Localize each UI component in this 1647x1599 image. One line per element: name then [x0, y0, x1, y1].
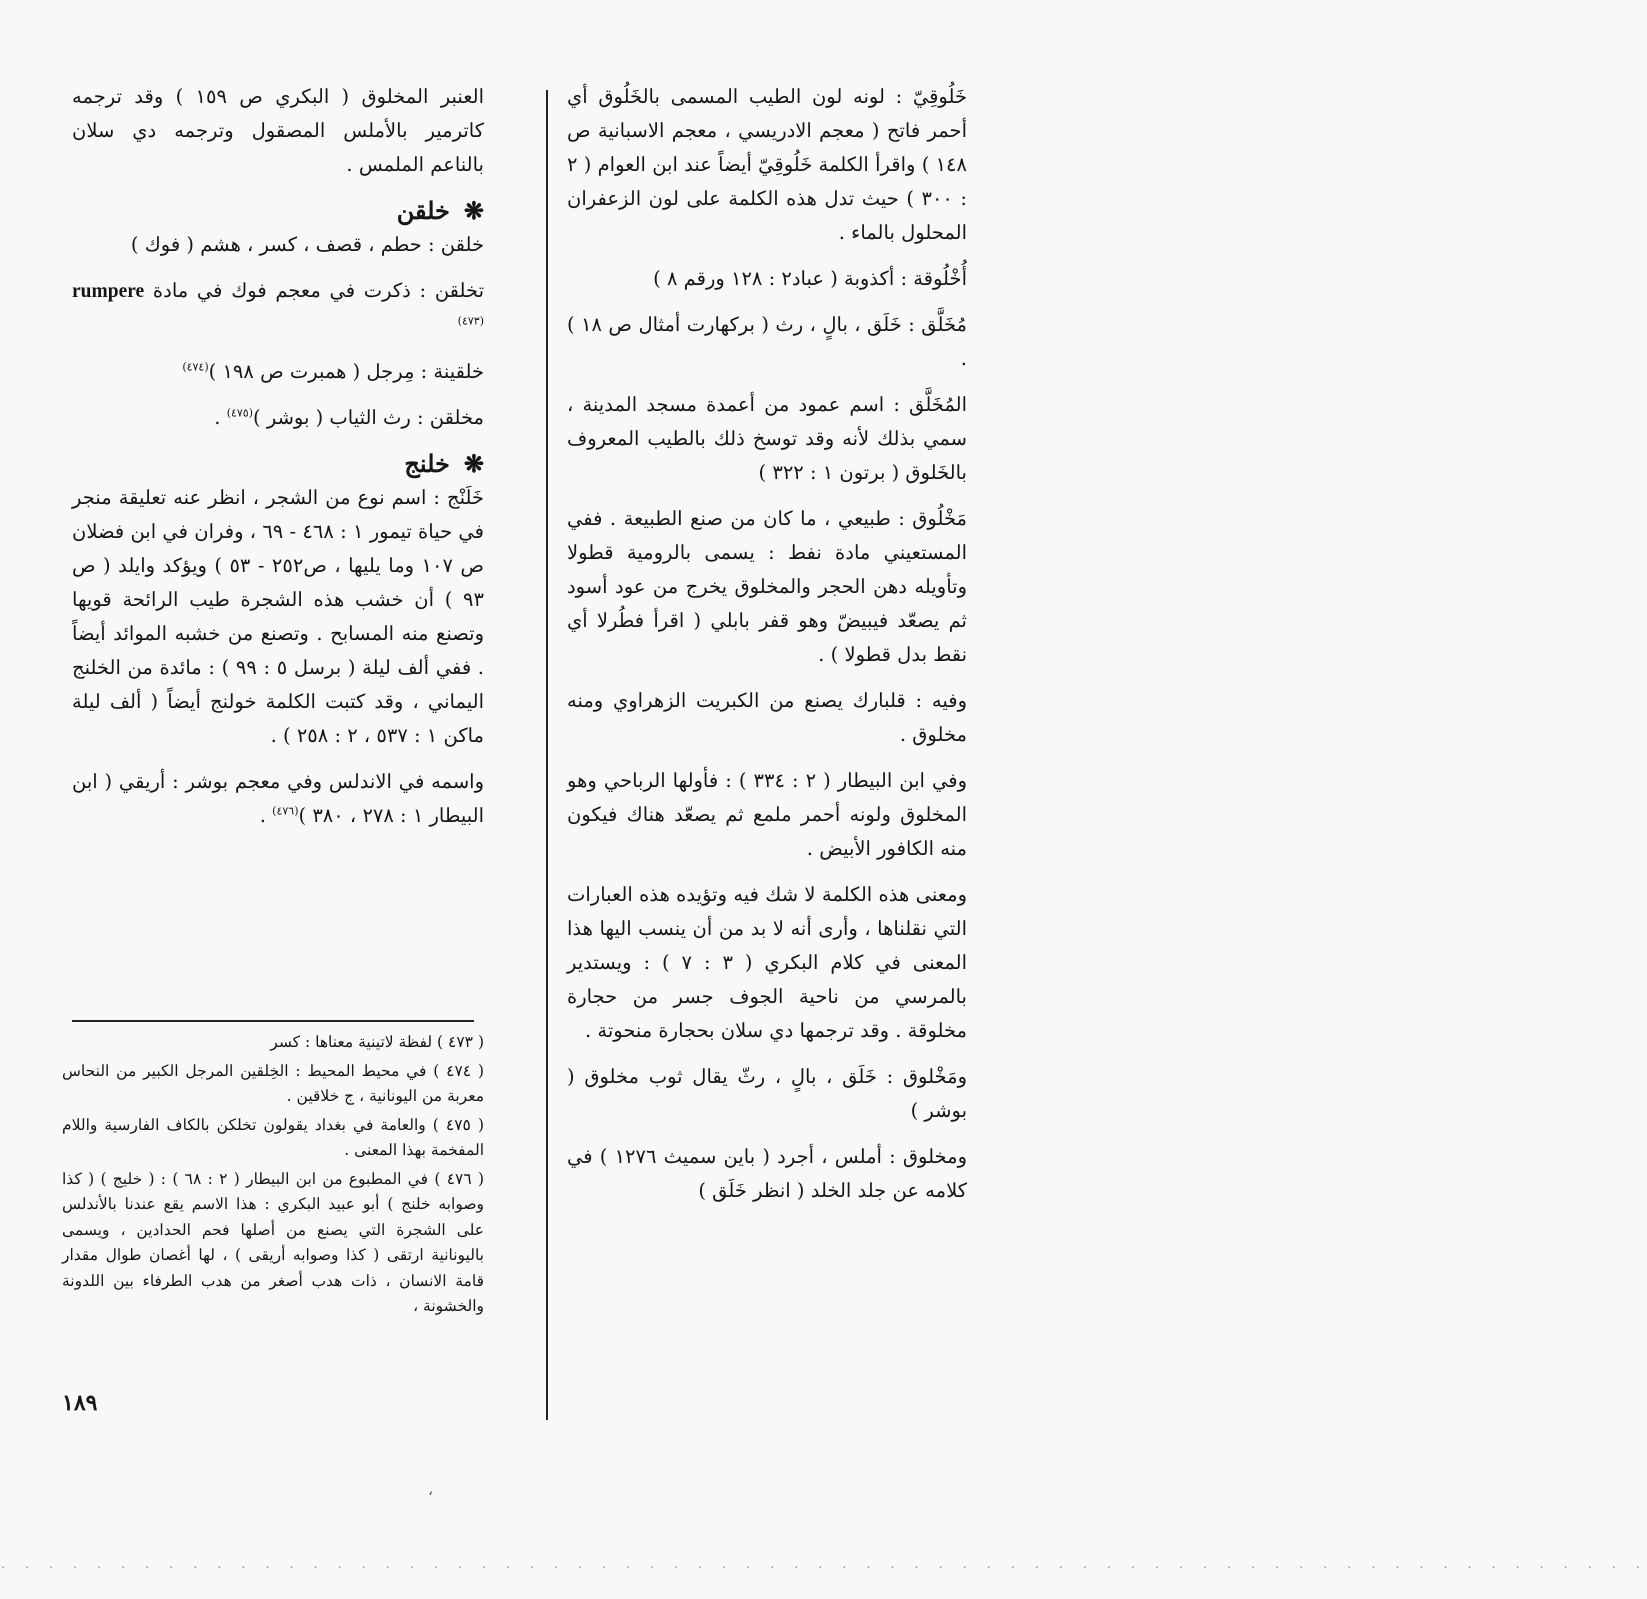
entry-makhluq-smooth: ومخلوق : أملس ، أجرد ( باين سميث ١٢٧٦ ) في كلامه عن جلد الخلد ( انظر خَلَق )	[567, 1145, 967, 1202]
footnote-474: ( ٤٧٤ ) في محيط المحيط : الخِلقين المرجل الكبير من النحاس معربة من اليونانية ، ج خلاقين .	[62, 1061, 485, 1105]
entry-khalanj: خَلَنْج : اسم نوع من الشجر ، انظر عنه تعليقة منجر في حياة تيمور ١ : ٤٦٨ - ٦٩ ، وفران في ابن فضلان ص ١٠٧ وما يليها ، ص٢٥٢ - ٥٣ ) ويؤكد وايلد ( ص ٩٣ ) أن خشب هذه الشجرة طيب الرائحة قويها وتصنع منه المسابح . وتصنع من خشبه الموائد أيضاً . ففي ألف ليلة ( برسل ٥ : ٩٩ ) : مائدة من الخلنج اليماني ، وقد كتبت الكلمة خولنج أيضاً ( ألف ليلة ماكن ١ : ٥٣٧ ، ٢ : ٢٥٨ ) .	[72, 486, 484, 747]
entry-makhluq-natural: مَخْلُوق : طبيعي ، ما كان من صنع الطبيعة . ففي المستعيني مادة نفط : يسمى بالرومية قطولا وتأويله دهن الحجر والمخلوق يخرج من عود أسود ثم يصعّد فيبيضّ وهو قفر بابلي ( اقرأ فطُرلا أي نقط بدل قطولا ) .	[567, 507, 967, 666]
entry-al-mukhallaq: المُخَلَّق : اسم عمود من أعمدة مسجد المدينة ، سمي بذلك لأنه وقد توسخ ذلك بالطيب المعروف بالخَلوق ( برتون ١ : ٣٢٢ )	[567, 393, 967, 484]
entry-mukhallaq: مُخَلَّق : خَلَق ، بالٍ ، رث ( بركهارت أمثال ص ١٨ ) .	[567, 313, 967, 370]
entry-mukhalqan	[72, 401, 484, 435]
headword-khalqan-text: خلقن	[396, 196, 450, 225]
column-divider	[546, 90, 548, 1420]
entry-khalqina	[72, 355, 484, 389]
headword-khalanj-text: خلنج	[404, 449, 450, 478]
entry-ambar-makhluq: العنبر المخلوق ( البكري ص ١٥٩ ) وقد ترجمه كاترمير بالأملس المصقول وترجمه دي سلان بالناعم الملمس .	[72, 85, 484, 176]
footnote-ref-474[interactable]: (٤٧٤)	[182, 360, 209, 374]
footnote-476: ( ٤٧٦ ) في المطبوع من ابن البيطار ( ٢ : ٦٨ ) : ( خليج ) ( كذا وصوابه خلنج ) أبو عبيد البكري : هذا الاسم يقع عندنا بالأندلس على الشجرة التي يصنع من أصلها فحم الحدادين ، ويسمى باليونانية ارتقى ( كذا وصوابه أريقى ) ، لها أغصان طوال مقدار قامة الانسان ، ذات هدب أصغر من هدب الطرفاء بين اللدونة والخشونة ،	[62, 1169, 485, 1315]
left-column	[72, 80, 484, 845]
entry-ariqi-end: .	[259, 804, 273, 827]
entry-khalqan: خلقن : حطم ، قصف ، كسر ، هشم ( فوك )	[130, 233, 484, 256]
entry-khalqina-text: خلقينة : مِرجل ( همبرت ص ١٩٨ )	[208, 360, 484, 383]
entry-mukhalqan-end: .	[214, 406, 227, 429]
headword-khalqan	[72, 194, 484, 228]
footnote-473: ( ٤٧٣ ) لفظة لاتينية معناها : كسر	[270, 1033, 484, 1051]
asterisk-icon: ❋	[463, 449, 484, 478]
asterisk-icon: ❋	[463, 196, 484, 225]
footnote-ref-475[interactable]: (٤٧٥)	[226, 406, 254, 420]
entry-ariqi-text: واسمه في الاندلس وفي معجم بوشر : أريقي ( ابن البيطار ١ : ٢٧٨ ، ٣٨٠ )	[72, 770, 484, 827]
footnotes	[62, 1030, 484, 1323]
entry-ariqi	[72, 765, 484, 833]
footnote-475: ( ٤٧٥ ) والعامة في بغداد يقولون تخلكن بالكاف الفارسية واللام المفخمة بهذا المعنى .	[62, 1115, 484, 1159]
footnote-ref-476[interactable]: (٤٧٦)	[272, 804, 299, 818]
entry-takhalqan-text: تخلقن : ذكرت في معجم فوك في مادة	[152, 279, 485, 302]
entry-meaning-discussion: ومعنى هذه الكلمة لا شك فيه وتؤيده هذه العبارات التي نقلناها ، وأرى أنه لا بد من أن ينسب اليها هذا المعنى في كلام البكري ( ٣ : ٧ ) : ويستدير بالمرسي من ناحية الجوف جسر من حجارة مخلوقة . وقد ترجمها دي سلان بحجارة منحوتة .	[567, 883, 967, 1042]
footnote-rule	[72, 1020, 474, 1022]
right-column	[567, 80, 967, 1220]
entry-ibn-baitar-quote: وفي ابن البيطار ( ٢ : ٣٣٤ ) : فأولها الرباحي وهو المخلوق ولونه أحمر ملمع ثم يصعّد هناك فيكون منه الكافور الأبيض .	[567, 769, 967, 860]
page-number: ١٨٩	[62, 1390, 98, 1416]
entry-ukhluqa: أُخْلُوقة : أكذوبة ( عباد٢ : ١٢٨ ورقم ٨ )	[653, 267, 967, 290]
headword-khalanj	[72, 447, 484, 481]
scan-edge-dots: . . . . . . . . . . . . . . . . . . . . . . . . . . . . . . . . . . . . . . . . . . . . . . . . . . . . . . . . . . . . . . . . . . . . .	[0, 1560, 1647, 1571]
entry-mukhalqan-text: مخلقن : رث الثياب ( بوشر )	[253, 406, 484, 429]
entry-makhluq-worn: ومَخْلوق : خَلَق ، بالٍ ، رثّ يقال ثوب مخلوق ( بوشر )	[567, 1065, 967, 1122]
entry-qalbarak: وفيه : قلبارك يصنع من الكبريت الزهراوي ومنه مخلوق .	[567, 689, 967, 746]
latin-term: rumpere	[72, 281, 145, 302]
entry-takhalqan	[72, 274, 484, 343]
footnote-ref-473[interactable]: (٤٧٣)	[457, 314, 484, 328]
entry-khaluqi: خَلُوقِيّ : لونه لون الطيب المسمى بالخَلُوق أي أحمر فاتح ( معجم الادريسي ، معجم الاسبانية ص ١٤٨ ) واقرأ الكلمة خَلُوقِيّ أيضاً عند ابن العوام ( ٢ : ٣٠٠ ) حيث تدل هذه الكلمة على لون الزعفران المحلول بالماء .	[567, 85, 967, 244]
ink-speck: ‘	[428, 1488, 434, 1507]
